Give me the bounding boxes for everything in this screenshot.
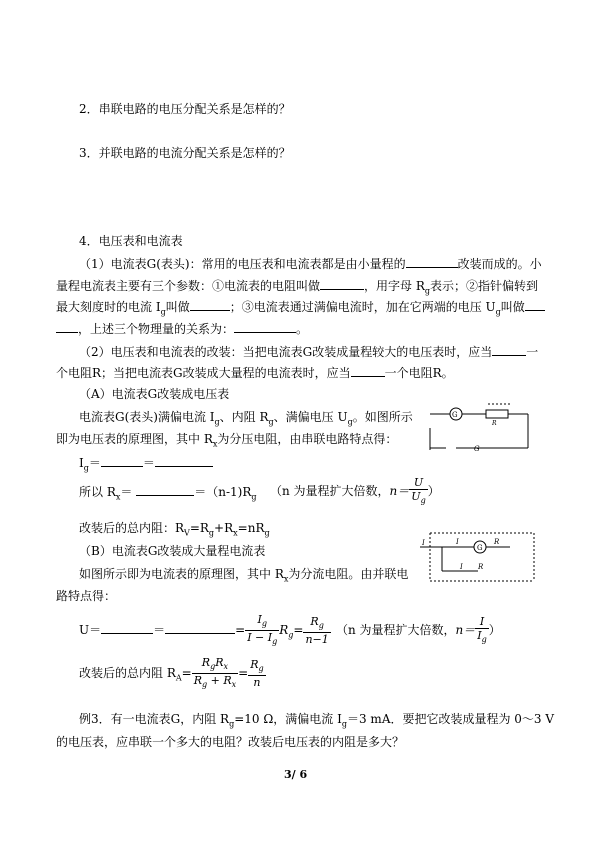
text: = (293, 623, 304, 638)
para1-line1 (79, 256, 542, 271)
example-3-line2: 的电压表，应串联一个多大的电阻？改装后电压表的内阻是多大？ (56, 735, 405, 749)
text: 。 (296, 322, 309, 336)
text: 叫做 (165, 300, 190, 314)
blank (101, 622, 153, 634)
text: 改装后的总内阻 R (79, 666, 176, 681)
sub: g (420, 496, 426, 506)
rg-label: R (492, 420, 497, 427)
text: （1）电流表G(表头)：常用的电压表和电流表都是由小量程的 (79, 257, 406, 271)
blank (190, 299, 230, 311)
text: R (310, 615, 319, 629)
numerator (245, 613, 279, 631)
text: =nR (237, 521, 265, 535)
text: ，用字母 (364, 279, 413, 293)
sub: g (202, 680, 208, 690)
text: I (79, 456, 84, 470)
blank (351, 365, 385, 377)
blank (165, 622, 235, 634)
text: 为分流电阻。由并联电 (288, 567, 409, 581)
text: 例3．有一电流表G，内阻 R (79, 712, 230, 726)
sub: g (229, 719, 235, 729)
text: ＝ (88, 456, 101, 470)
sub: g (210, 662, 216, 672)
sub: g (83, 463, 89, 473)
text: 。如图所示 (352, 410, 413, 424)
text: 所以 R (79, 485, 116, 499)
text: n＝ (389, 484, 410, 499)
sub: g (208, 528, 215, 538)
rg-label: R (494, 538, 500, 546)
para2-line1 (79, 344, 538, 359)
text: 改装后的总内阻：R (79, 521, 185, 535)
fraction (245, 613, 279, 648)
denominator (475, 629, 488, 646)
fraction (303, 615, 330, 646)
text: R (193, 674, 202, 688)
denominator: n (253, 676, 261, 690)
sub: g (272, 637, 278, 647)
denominator (409, 490, 427, 507)
section-a-so-line (79, 484, 256, 504)
sub: g (424, 286, 431, 296)
text: = (181, 666, 192, 681)
text: ；③电流表通过满偏电流时，加在它两端的电压 (229, 300, 482, 314)
denominator (192, 674, 238, 691)
blank (101, 455, 143, 467)
section-a-total (79, 521, 270, 540)
numerator: I (475, 615, 488, 629)
span-label: G (474, 445, 480, 453)
text: R (250, 658, 259, 672)
blank (492, 344, 526, 356)
i-label: I (422, 539, 425, 547)
text: 为分压电阻，由串联电路特点得： (217, 432, 398, 446)
para2-line2 (56, 365, 454, 380)
text: U (411, 490, 421, 503)
sub: g (264, 528, 270, 538)
para1-line4 (56, 321, 308, 336)
text: 一 (526, 345, 539, 359)
text: ，上述三个物理量的关系为： (78, 322, 235, 336)
sub: g (214, 417, 220, 427)
section-a-n-def (270, 476, 440, 507)
rx-label: R (478, 563, 484, 571)
text: 量程电流表主要有三个参数：①电流表的电阻叫做 (56, 279, 321, 293)
voltmeter-circuit-diagram (428, 400, 540, 458)
sub: g (160, 307, 166, 317)
text: ＝ (153, 623, 166, 638)
blank (406, 256, 458, 268)
text: （n 为量程扩大倍数， (270, 484, 390, 499)
numerator (303, 615, 330, 633)
text: 个电阻R；当把电流表G改装成大量程的电流表时，应当 (56, 366, 351, 380)
g-label: G (452, 411, 458, 419)
text: R (215, 656, 224, 669)
section-b-title: （B）电流表G改装成大量程电流表 (79, 544, 266, 558)
text: 一个电阻R。 (384, 366, 454, 380)
sub: x (212, 439, 218, 449)
text: 、内阻 R (219, 410, 269, 424)
ig-label: I (456, 538, 459, 546)
sub: g (268, 417, 274, 427)
text: 即为电压表的原理图，其中 R (56, 432, 213, 446)
text: = (238, 666, 249, 681)
fraction (248, 658, 265, 689)
sub: V (184, 528, 190, 538)
sub: x (283, 574, 289, 584)
sub: x (115, 492, 121, 502)
fraction (192, 656, 238, 691)
para1-line2: 量程电流表主要有三个参数：①电流表的电阻叫做 ，用字母 $R_g$表示；②指针偏转到 (56, 279, 539, 296)
text: I (257, 613, 262, 626)
blank (56, 321, 78, 333)
fraction (409, 476, 427, 507)
section-b-line2: 路特点得： (56, 589, 117, 603)
text: =R (189, 521, 209, 535)
text: ） (488, 623, 501, 637)
text: 、满偏电压 U (273, 410, 348, 424)
blank (155, 455, 213, 467)
text: R (201, 656, 211, 669)
g-label: G (477, 544, 483, 552)
text: ＝ (142, 456, 155, 470)
text: +R (214, 521, 234, 535)
example-3-line1 (79, 712, 554, 731)
sub: g (318, 621, 324, 631)
section-b-total (79, 656, 266, 696)
text: 改装而成的。小 (457, 257, 542, 271)
sub: g (495, 307, 501, 317)
section-b-line1 (79, 567, 408, 586)
para1-line3: 最大刻度时的电流 $I_g$叫做 ；③电流表通过满偏电流时，加在它两端的电压 $U_g$叫做 (56, 299, 545, 319)
question-2: 2．串联电路的电压分配关系是怎样的？ (79, 102, 291, 116)
text: U＝ (79, 623, 102, 638)
text: ＝ (120, 485, 133, 499)
sub: g (258, 664, 264, 674)
text: I (477, 628, 482, 642)
resistor (486, 410, 508, 418)
sub: x (223, 662, 229, 672)
text: 电流表G(表头)满偏电流 I (79, 410, 215, 424)
numerator (192, 656, 238, 674)
blank (320, 278, 364, 290)
text: ＝3 mA．要把它改装成量程为 0～3 V (346, 712, 555, 726)
denominator: n−1 (305, 633, 329, 647)
ammeter-circuit-diagram (418, 531, 544, 587)
question-3: 3．并联电路的电流分配关系是怎样的？ (79, 146, 291, 160)
section-a-line2 (56, 432, 397, 451)
sub: g (341, 719, 347, 729)
section-a-title: （A）电流表G改装成电压表 (79, 387, 230, 401)
page-number: 3/ 6 (284, 768, 308, 781)
text: 表示；②指针偏转到 (430, 279, 539, 293)
denominator (245, 631, 279, 648)
text: 叫做 (500, 300, 525, 314)
text: ） (427, 484, 440, 499)
section-b-n-def (336, 613, 501, 647)
text: ＝（n-1)R (194, 485, 252, 499)
text: = (235, 623, 246, 638)
section-4-title: 4．电压表和电流表 (79, 234, 183, 248)
text: 如图所示即为电流表的原理图，其中 R (79, 567, 284, 581)
section-b-u-line (79, 613, 331, 653)
sub: g (251, 492, 257, 502)
sub: g (288, 630, 294, 640)
text: （n 为量程扩大倍数， (336, 623, 456, 637)
numerator: U (409, 476, 427, 490)
text: n＝ (455, 623, 476, 637)
sub: g (481, 635, 487, 645)
numerator (248, 658, 265, 676)
section-a-line1 (79, 410, 413, 429)
section-a-ig-line (79, 455, 213, 475)
text: + R (207, 674, 232, 688)
blank (525, 299, 545, 311)
sub: x (231, 680, 237, 690)
text: （2）电压表和电流表的改装：当把电流表G改装成量程较大的电压表时，应当 (79, 345, 493, 359)
ix-label: I (460, 563, 463, 571)
sub: g (261, 619, 267, 629)
fraction (475, 615, 488, 646)
sub: g (347, 417, 353, 427)
text: 最大刻度时的电流 (56, 300, 153, 314)
sub: A (175, 673, 182, 683)
text: =10 Ω，满偏电流 I (234, 712, 342, 726)
text: I − I (247, 631, 273, 645)
blank (136, 484, 194, 496)
blank (234, 321, 296, 333)
text: R (279, 623, 289, 638)
sub: x (233, 528, 238, 538)
